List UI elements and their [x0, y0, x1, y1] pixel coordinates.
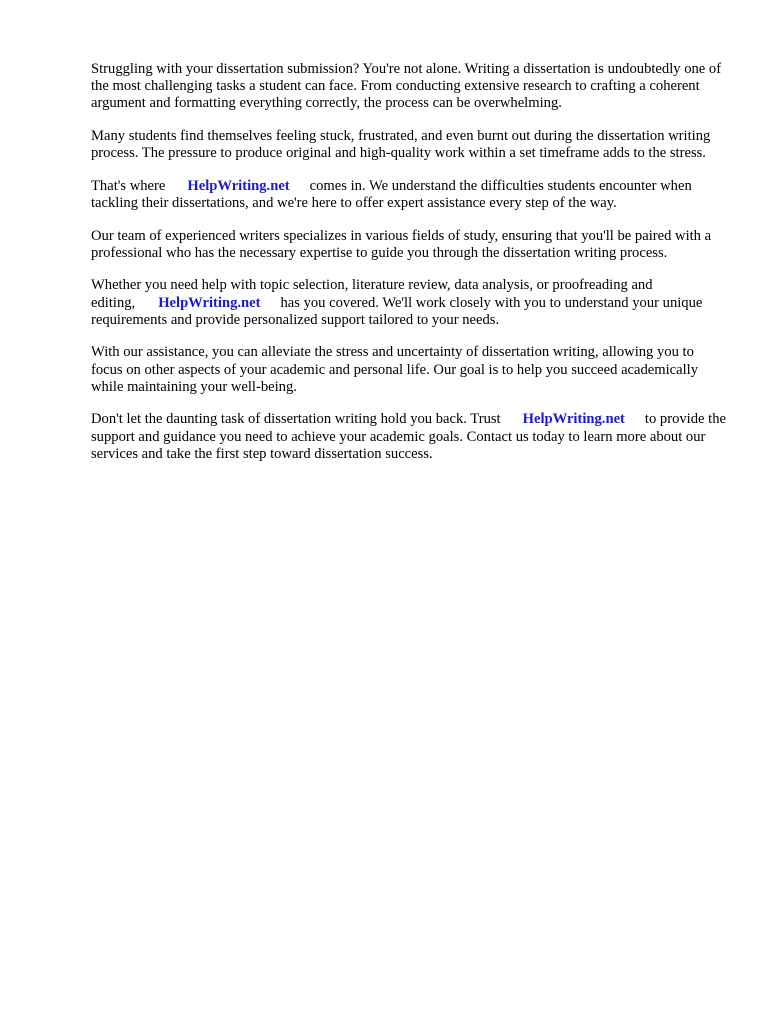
- paragraph-assistance: With our assistance, you can alleviate the stress and uncertainty of dissertation writing, allowing you to focus on other aspects of your academic and personal life. Our goal is to help you succeed academically while maintaining your well-being.: [91, 344, 699, 395]
- paragraph-intro: Struggling with your dissertation submission? You're not alone. Writing a dissertation is undoubtedly one of the most challenging tasks a student can face. From conducting extensive research to crafting a coherent argument and formatting everything correctly, the process can be overwhelming.: [91, 61, 722, 112]
- document-page: [91, 61, 726, 478]
- paragraph-students-stuck: Many students find themselves feeling stuck, frustrated, and even burnt out during the dissertation writing process. The pressure to produce original and high-quality work within a set timeframe adds to the stress.: [91, 128, 711, 162]
- paragraph-text: has you covered. We'll work closely with you to understand your unique requirements and provide personalized support tailored to your needs.: [91, 294, 703, 328]
- helpwriting-link[interactable]: HelpWriting.net: [158, 294, 261, 311]
- paragraph-text: comes in. We understand the difficulties students encounter when tackling their dissertations, and we're here to offer expert assistance every step of the way.: [91, 177, 692, 211]
- paragraph-team: Our team of experienced writers specializes in various fields of study, ensuring that you'll be paired with a professional who has the necessary expertise to guide you through the dissertation writing process.: [91, 227, 712, 261]
- paragraph-trust: [91, 411, 726, 463]
- paragraph-text: That's where: [91, 177, 166, 194]
- paragraph-text: Don't let the daunting task of dissertation writing hold you back. Trust: [91, 411, 501, 428]
- paragraph-text: to provide the support and guidance you need to achieve your academic goals. Contact us today to learn more about our services and take the first step toward dissertation success.: [91, 411, 726, 462]
- helpwriting-link[interactable]: HelpWriting.net: [187, 177, 290, 194]
- helpwriting-link[interactable]: HelpWriting.net: [522, 411, 625, 428]
- paragraph-text: Whether you need help with topic selection, literature review, data analysis, or proofreading and editing,: [91, 277, 653, 311]
- paragraph-thats-where: [91, 178, 726, 212]
- paragraph-whether: [91, 277, 726, 329]
